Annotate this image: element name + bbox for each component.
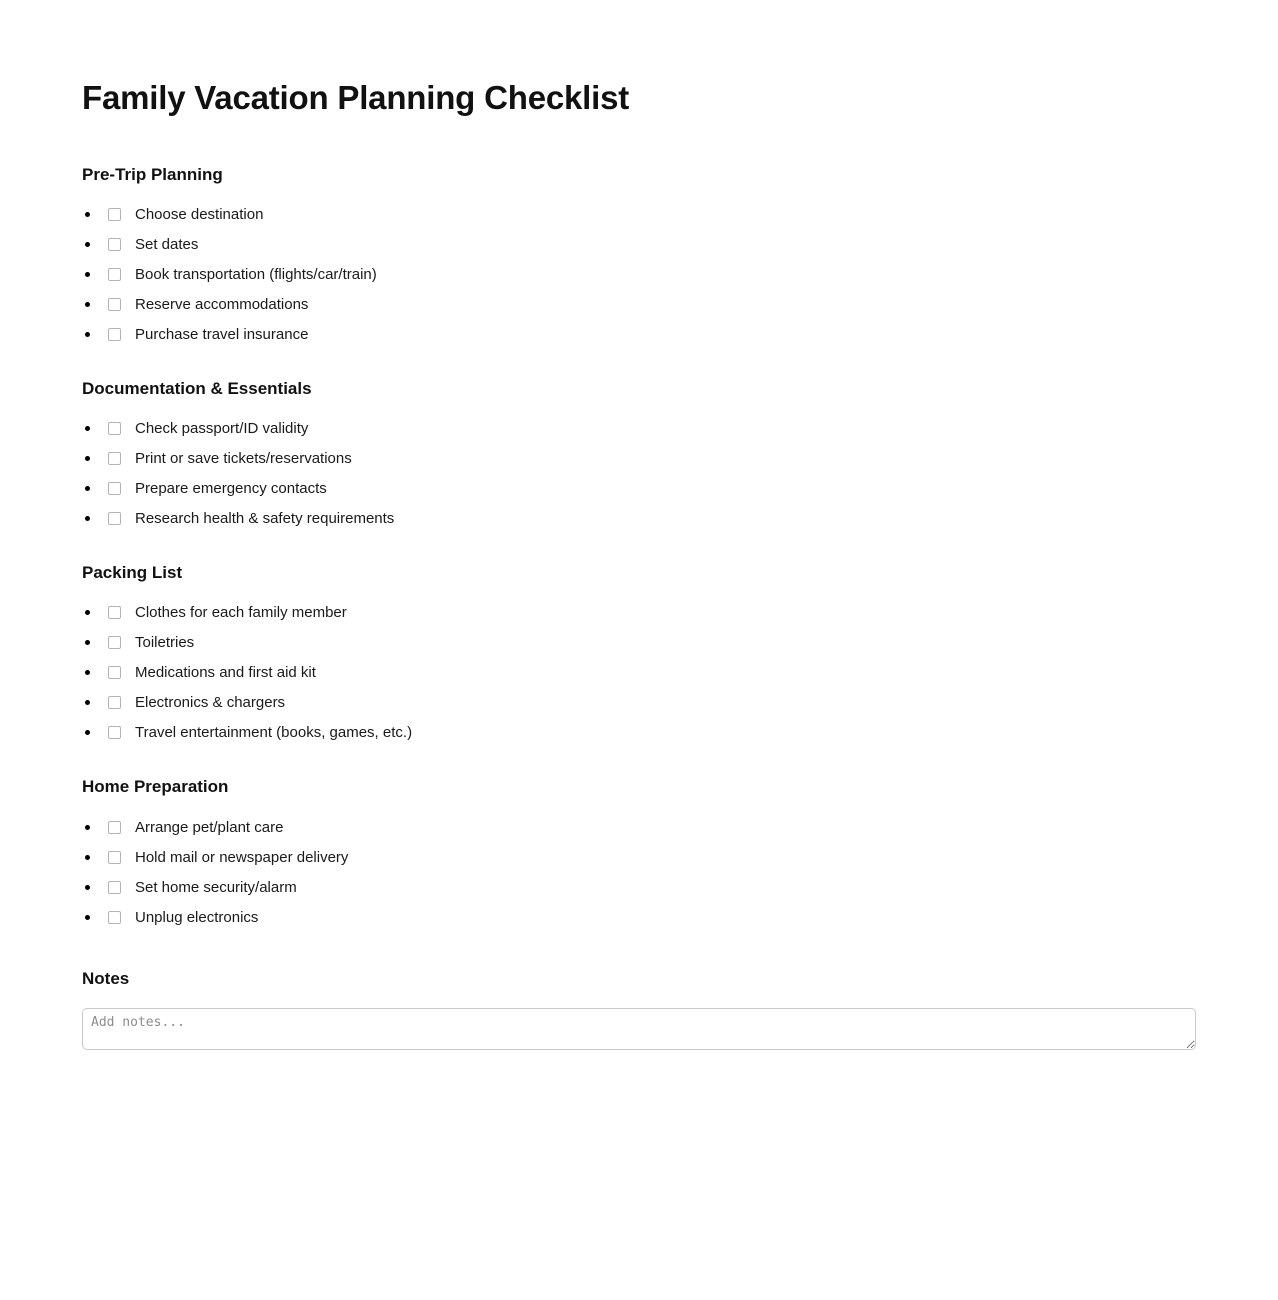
checklist-section (82, 776, 1196, 926)
bullet-icon (82, 825, 108, 830)
list-item (82, 479, 1196, 498)
checklist-item-label: Electronics & chargers (135, 694, 286, 712)
checkbox[interactable] (108, 422, 121, 435)
list-item (82, 723, 1196, 742)
list-item (82, 908, 1196, 927)
checkbox[interactable] (108, 726, 121, 739)
list-item (82, 509, 1196, 528)
bullet-icon (82, 516, 108, 521)
checkbox[interactable] (108, 911, 121, 924)
checklist-item-label: Clothes for each family member (135, 604, 347, 622)
checkbox[interactable] (108, 696, 121, 709)
checkbox[interactable] (108, 851, 121, 864)
notes-heading: Notes (82, 968, 130, 988)
checkbox[interactable] (108, 328, 121, 341)
checkbox[interactable] (108, 666, 121, 679)
list-item (82, 235, 1196, 254)
checklist (82, 419, 1196, 528)
notes-section (82, 969, 1196, 1050)
bullet-icon (82, 272, 108, 277)
bullet-icon (82, 242, 108, 247)
list-item (82, 205, 1196, 224)
checklist-item-label: Toiletries (135, 634, 195, 652)
section-heading: Pre-Trip Planning (82, 164, 223, 184)
checkbox[interactable] (108, 821, 121, 834)
list-item (82, 265, 1196, 284)
bullet-icon (82, 212, 108, 217)
bullet-icon (82, 486, 108, 491)
page-title: Family Vacation Planning Checklist (82, 79, 630, 116)
checkbox[interactable] (108, 452, 121, 465)
checklist-item-label: Book transportation (flights/car/train) (135, 265, 377, 283)
checkbox[interactable] (108, 268, 121, 281)
bullet-icon (82, 885, 108, 890)
checkbox[interactable] (108, 512, 121, 525)
checklist (82, 818, 1196, 927)
checklist-item-label: Check passport/ID validity (135, 420, 309, 438)
checklist (82, 603, 1196, 742)
checklist-section (82, 164, 1196, 344)
list-item (82, 325, 1196, 344)
notes-input[interactable] (82, 1008, 1196, 1050)
checklist-item-label: Research health & safety requirements (135, 510, 395, 528)
bullet-icon (82, 332, 108, 337)
list-item (82, 663, 1196, 682)
checklist-section (82, 378, 1196, 528)
checklist-item-label: Arrange pet/plant care (135, 818, 284, 836)
checklist-item-label: Purchase travel insurance (135, 325, 309, 343)
bullet-icon (82, 915, 108, 920)
bullet-icon (82, 610, 108, 615)
checkbox[interactable] (108, 881, 121, 894)
list-item (82, 848, 1196, 867)
bullet-icon (82, 640, 108, 645)
checklist-item-label: Set home security/alarm (135, 878, 297, 896)
list-item (82, 693, 1196, 712)
checkbox[interactable] (108, 606, 121, 619)
checklist-item-label: Travel entertainment (books, games, etc.) (135, 724, 413, 742)
list-item (82, 633, 1196, 652)
checklist-item-label: Prepare emergency contacts (135, 480, 327, 498)
bullet-icon (82, 670, 108, 675)
bullet-icon (82, 855, 108, 860)
bullet-icon (82, 456, 108, 461)
checklist-section (82, 562, 1196, 742)
checklist-item-label: Hold mail or newspaper delivery (135, 848, 349, 866)
checkbox[interactable] (108, 298, 121, 311)
checkbox[interactable] (108, 208, 121, 221)
checklist-sections (82, 164, 1196, 927)
list-item (82, 603, 1196, 622)
section-heading: Home Preparation (82, 777, 229, 797)
checkbox[interactable] (108, 482, 121, 495)
bullet-icon (82, 700, 108, 705)
bullet-icon (82, 730, 108, 735)
list-item (82, 818, 1196, 837)
checklist-item-label: Unplug electronics (135, 908, 259, 926)
bullet-icon (82, 302, 108, 307)
list-item (82, 878, 1196, 897)
list-item (82, 419, 1196, 438)
list-item (82, 295, 1196, 314)
checkbox[interactable] (108, 238, 121, 251)
section-heading: Documentation & Essentials (82, 378, 312, 398)
checkbox[interactable] (108, 636, 121, 649)
checklist-item-label: Print or save tickets/reservations (135, 450, 352, 468)
checklist (82, 205, 1196, 344)
checklist-item-label: Reserve accommodations (135, 295, 309, 313)
checklist-item-label: Set dates (135, 235, 199, 253)
bullet-icon (82, 426, 108, 431)
checklist-item-label: Choose destination (135, 205, 264, 223)
checklist-item-label: Medications and first aid kit (135, 664, 316, 682)
section-heading: Packing List (82, 563, 183, 583)
list-item (82, 449, 1196, 468)
